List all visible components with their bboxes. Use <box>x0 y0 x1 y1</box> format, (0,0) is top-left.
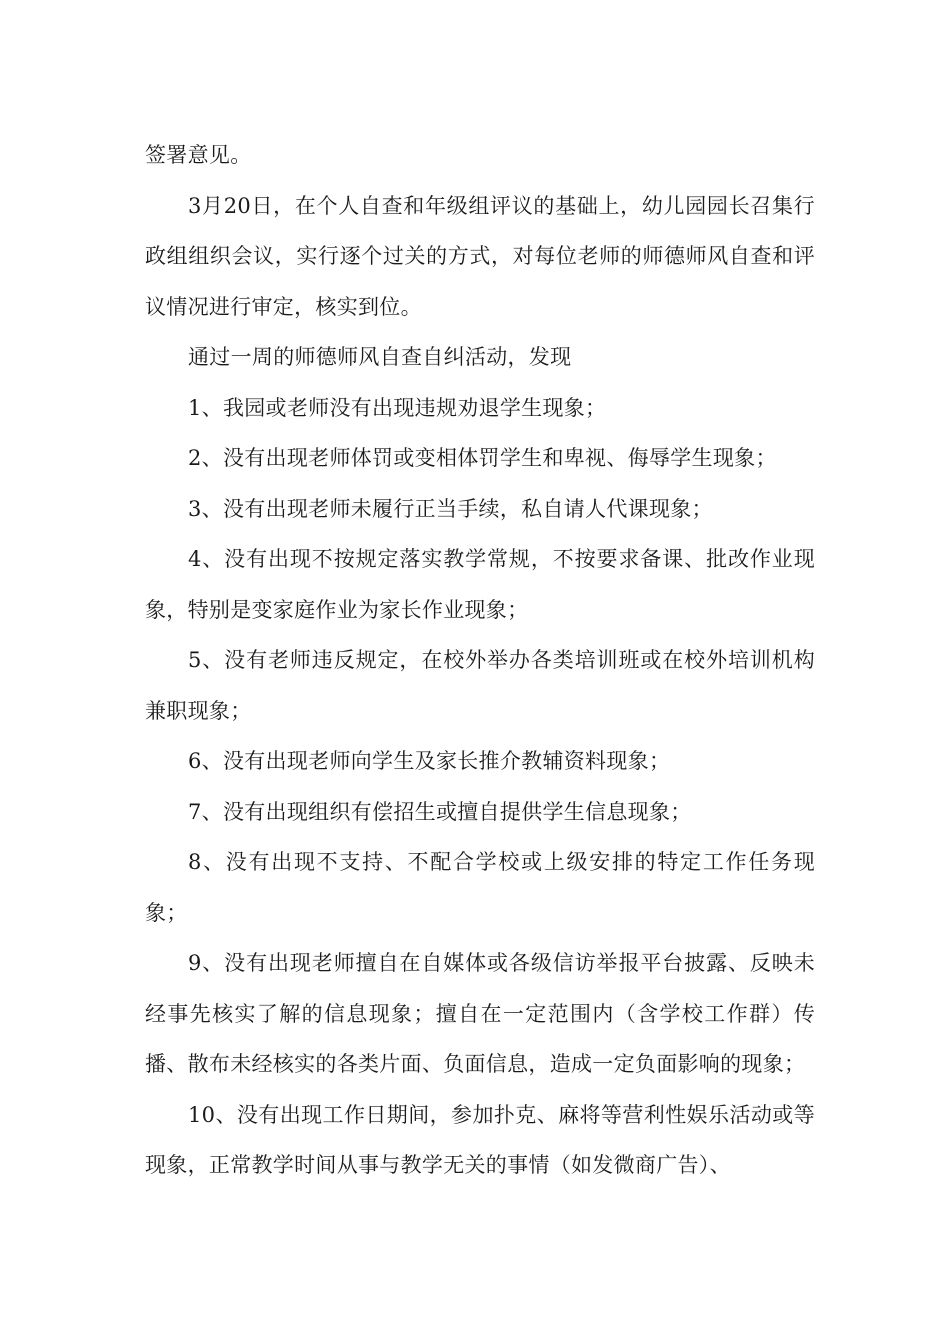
list-item: 2、没有出现老师体罚或变相体罚学生和卑视、侮辱学生现象； <box>188 446 777 470</box>
list-item: 8、没有出现不支持、不配合学校或上级安排的特定工作任务现象； <box>145 850 815 925</box>
list-item: 1、我园或老师没有出现违规劝退学生现象； <box>188 395 607 420</box>
list-item: 10、没有出现工作日期间，参加扑克、麻将等营利性娱乐活动或等现象，正常教学时间从事与教学无关的事情（如发微商广告）、 <box>145 1102 815 1177</box>
list-item: 6、没有出现老师向学生及家长推介教辅资料现象； <box>188 749 671 773</box>
paragraph: 通过一周的师德师风自查自纠活动，发现 <box>188 345 572 369</box>
list-item: 9、没有出现老师擅自在自媒体或各级信访举报平台披露、反映未经事先核实了解的信息现象；擅自在一定范围内（含学校工作群）传播、散布未经核实的各类片面、负面信息，造成一定负面影响的现象； <box>145 951 815 1076</box>
list-item: 4、没有出现不按规定落实教学常规，不按要求备课、批改作业现象，特别是变家庭作业为家长作业现象； <box>145 547 815 622</box>
list-item: 3、没有出现老师未履行正当手续，私自请人代课现象； <box>188 496 713 521</box>
document-body <box>145 130 815 1191</box>
paragraph: 3月20日，在个人自查和年级组评议的基础上，幼儿园园长召集行政组组织会议，实行逐个过关的方式，对每位老师的师德师风自查和评议情况进行审定，核实到位。 <box>145 193 815 319</box>
list-item: 7、没有出现组织有偿招生或擅自提供学生信息现象； <box>188 799 692 824</box>
list-item: 5、没有老师违反规定，在校外举办各类培训班或在校外培训机构兼职现象； <box>145 648 815 723</box>
paragraph: 签署意见。 <box>145 143 252 167</box>
